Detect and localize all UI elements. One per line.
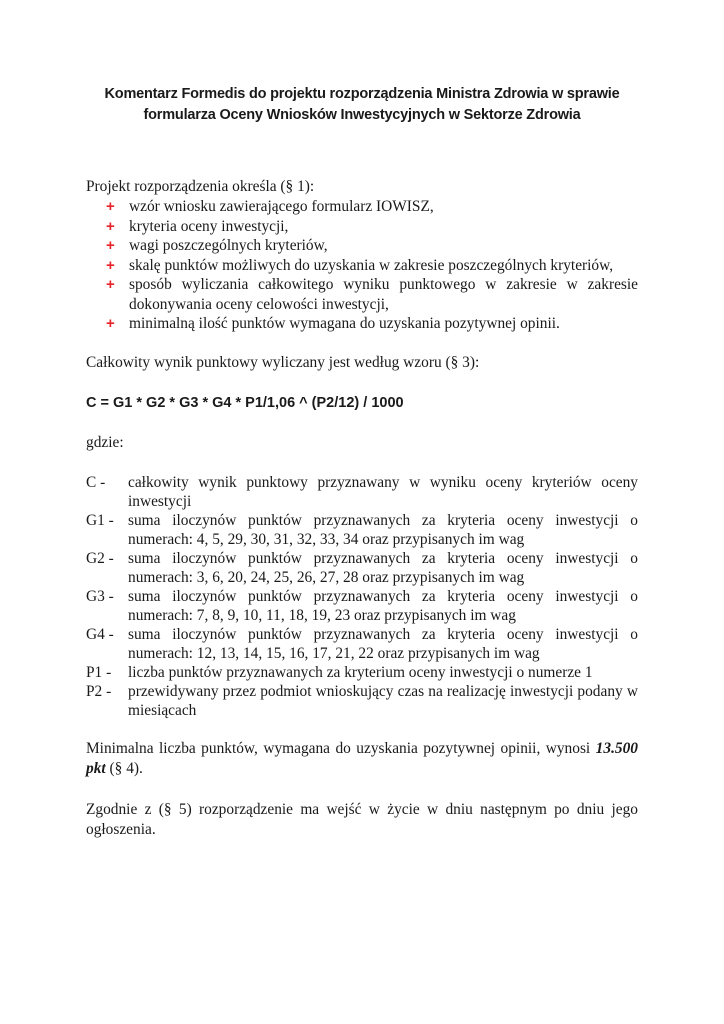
plus-icon: + xyxy=(106,198,115,215)
minimum-points-value: 13.500 pkt xyxy=(86,739,638,777)
definition-symbol: G2 - xyxy=(86,549,114,567)
formula-intro: Całkowity wynik punktowy wyliczany jest według wzoru (§ 3): xyxy=(86,353,480,371)
intro-paragraph: Projekt rozporządzenia określa (§ 1): xyxy=(86,178,315,195)
list-item xyxy=(86,217,638,237)
definition-text: suma iloczynów punktów przyznawanych za kryteria oceny inwestycji o numerach: 12, 13, 14, 15, 16, 17, 21, 22 oraz przypisanych im wag xyxy=(128,625,638,662)
list-item xyxy=(86,314,638,334)
plus-icon: + xyxy=(106,217,115,235)
definition-row xyxy=(86,473,638,511)
list-item-text: skalę punktów możliwych do uzyskania w zakresie poszczególnych kryteriów, xyxy=(129,256,614,274)
list-item-text: sposób wyliczania całkowitego wyniku punktowego w zakresie w zakresie dokonywania oceny celowości inwestycji, xyxy=(129,276,638,313)
definition-text: suma iloczynów punktów przyznawanych za kryteria oceny inwestycji o numerach: 3, 6, 20, 24, 25, 26, 27, 28 oraz przypisanych im wag xyxy=(128,549,638,586)
document-page xyxy=(86,84,638,840)
definition-symbol: G4 - xyxy=(86,625,114,643)
minimum-points-paragraph xyxy=(86,739,638,779)
definition-row xyxy=(86,511,638,549)
definition-row xyxy=(86,682,638,720)
definition-row xyxy=(86,549,638,587)
title-line-2: formularza Oceny Wniosków Inwestycyjnych w Sektorze Zdrowia xyxy=(143,107,581,123)
title-line-1: Komentarz Formedis do projektu rozporządzenia Ministra Zdrowia w sprawie xyxy=(104,86,620,102)
list-item-text: wagi poszczególnych kryteriów, xyxy=(129,237,328,254)
definition-symbol: P2 - xyxy=(86,682,112,700)
definition-text: przewidywany przez podmiot wnioskujący czas na realizację inwestycji podany w miesiącach xyxy=(128,682,638,719)
definition-row xyxy=(86,587,638,625)
list-item-text: wzór wniosku zawierającego formularz IOWISZ, xyxy=(129,198,434,215)
list-item-text: kryteria oceny inwestycji, xyxy=(129,217,289,235)
minimum-text-before: Minimalna liczba punktów, wymagana do uzyskania pozytywnej opinii, wynosi xyxy=(86,739,596,757)
list-item-text: minimalną ilość punktów wymagana do uzyskania pozytywnej opinii. xyxy=(129,315,560,332)
list-item xyxy=(86,256,638,276)
definition-text: całkowity wynik punktowy przyznawany w wyniku oceny kryteriów oceny inwestycji xyxy=(128,473,638,510)
definition-text: suma iloczynów punktów przyznawanych za kryteria oceny inwestycji o numerach: 4, 5, 29, 30, 31, 32, 33, 34 oraz przypisanych im wag xyxy=(128,511,638,548)
definition-text: liczba punktów przyznawanych za kryterium oceny inwestycji o numerze 1 xyxy=(128,663,593,681)
entry-into-force-paragraph: Zgodnie z (§ 5) rozporządzenie ma wejść w życie w dniu następnym po dniu jego ogłoszenia. xyxy=(86,800,638,838)
list-item xyxy=(86,197,638,217)
plus-icon: + xyxy=(106,237,115,254)
definition-text: suma iloczynów punktów przyznawanych za kryteria oceny inwestycji o numerach: 7, 8, 9, 10, 11, 18, 19, 23 oraz przypisanych im wag xyxy=(128,587,638,624)
gdzie-label: gdzie: xyxy=(86,433,124,451)
document-title xyxy=(86,84,638,126)
plus-icon: + xyxy=(106,276,115,293)
formula: C = G1 * G2 * G3 * G4 * P1/1,06 ^ (P2/12) / 1000 xyxy=(86,394,404,411)
list-item xyxy=(86,236,638,256)
scope-list xyxy=(86,197,638,334)
definition-symbol: P1 - xyxy=(86,663,112,681)
definition-symbol: G1 - xyxy=(86,511,114,529)
minimum-text-after: (§ 4). xyxy=(105,759,143,777)
plus-icon: + xyxy=(106,315,115,332)
list-item xyxy=(86,275,638,314)
definitions-list xyxy=(86,473,638,720)
definition-row xyxy=(86,625,638,663)
plus-icon: + xyxy=(106,256,115,274)
definition-symbol: G3 - xyxy=(86,587,114,605)
definition-symbol: C - xyxy=(86,473,106,491)
definition-row xyxy=(86,663,638,682)
